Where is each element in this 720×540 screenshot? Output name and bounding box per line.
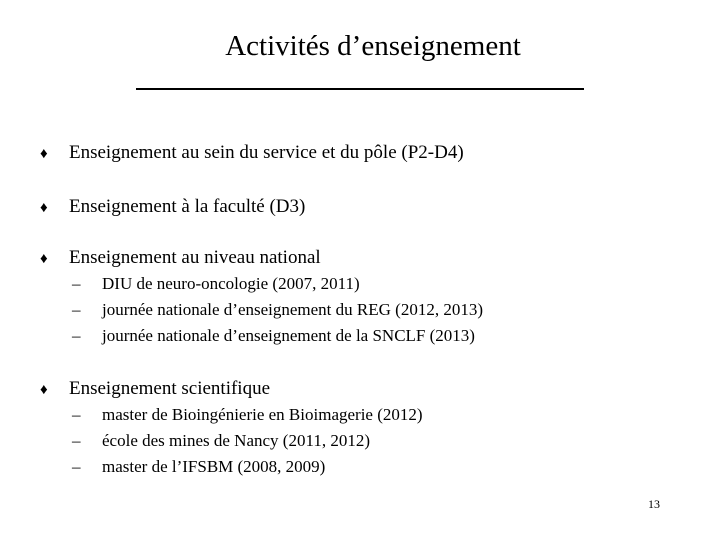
dash-bullet-icon: – — [72, 274, 81, 293]
bullet-item-service — [40, 141, 464, 166]
sub-item — [72, 456, 325, 478]
bullet-label: Enseignement au sein du service et du pôle (P2-D4) — [69, 142, 464, 163]
bullet-label: Enseignement au niveau national — [69, 247, 321, 268]
diamond-bullet-icon: ♦ — [40, 146, 48, 162]
bullet-item-national — [40, 246, 321, 271]
sub-item-label: master de l’IFSBM (2008, 2009) — [102, 457, 326, 476]
sub-item-label: journée nationale d’enseignement de la SNCLF (2013) — [102, 326, 475, 345]
bullet-item-faculte — [40, 195, 305, 220]
sub-item — [72, 430, 370, 452]
dash-bullet-icon: – — [72, 431, 81, 450]
bullet-label: Enseignement scientifique — [69, 378, 271, 399]
dash-bullet-icon: – — [72, 457, 81, 476]
dash-bullet-icon: – — [72, 326, 81, 345]
dash-bullet-icon: – — [72, 405, 81, 424]
sub-item — [72, 404, 423, 426]
bullet-item-scientifique — [40, 377, 270, 402]
slide-title: Activités d’enseignement — [225, 30, 521, 62]
dash-bullet-icon: – — [72, 300, 81, 319]
title-underline — [136, 88, 584, 90]
sub-item-label: école des mines de Nancy (2011, 2012) — [102, 431, 370, 450]
sub-item-label: journée nationale d’enseignement du REG (2012, 2013) — [102, 300, 483, 319]
diamond-bullet-icon: ♦ — [40, 200, 48, 216]
sub-item-label: DIU de neuro-oncologie (2007, 2011) — [102, 274, 360, 293]
sub-item — [72, 325, 475, 347]
page-number: 13 — [648, 497, 660, 511]
sub-item-label: master de Bioingénierie en Bioimagerie (2012) — [102, 405, 423, 424]
diamond-bullet-icon: ♦ — [40, 382, 48, 398]
sub-item — [72, 299, 483, 321]
bullet-label: Enseignement à la faculté (D3) — [69, 196, 306, 217]
diamond-bullet-icon: ♦ — [40, 251, 48, 267]
sub-item — [72, 273, 360, 295]
